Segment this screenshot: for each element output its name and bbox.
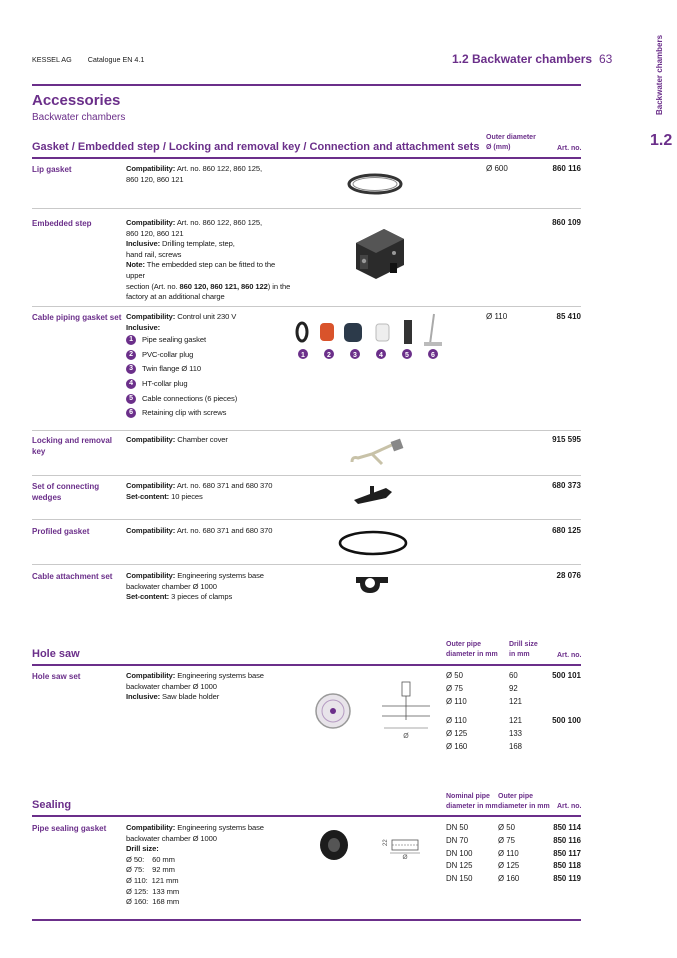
section-title-hole-saw: Hole saw bbox=[32, 648, 80, 660]
article-number: 860 109 bbox=[552, 218, 581, 227]
article-number: 28 076 bbox=[556, 571, 581, 580]
drill-size-values-group1 bbox=[509, 670, 522, 708]
cable-connection-part bbox=[404, 320, 412, 344]
outer-values bbox=[498, 822, 519, 886]
twin-flange-part bbox=[344, 323, 362, 342]
col-header-diameter bbox=[486, 133, 536, 153]
item-text: Cable connections (6 pieces) bbox=[142, 393, 238, 403]
image-badge: 2 bbox=[327, 352, 331, 359]
number-badge: 6 bbox=[126, 408, 136, 418]
section-title-sealing: Sealing bbox=[32, 799, 72, 811]
value: Ø 160 bbox=[498, 874, 520, 884]
outer-diameter: Ø 600 bbox=[486, 164, 508, 173]
product-name: Lip gasket bbox=[32, 165, 72, 174]
col-header-diameter-1: Outer diameter bbox=[486, 134, 536, 141]
value: Engineering systems base bbox=[175, 671, 264, 680]
pipe-sealing-gasket-image bbox=[318, 828, 350, 862]
item-text: Twin flange Ø 110 bbox=[142, 364, 201, 374]
article-number: 850 117 bbox=[553, 848, 581, 858]
col-header-art: Art. no. bbox=[557, 803, 582, 810]
gasket-part bbox=[297, 323, 307, 341]
list-item bbox=[126, 406, 291, 421]
article-number: 680 125 bbox=[552, 526, 581, 535]
value: factory at an additional charge bbox=[126, 292, 225, 302]
value: Ø 50: 60 mm bbox=[126, 854, 175, 864]
col-header-drill-size bbox=[509, 640, 538, 660]
value: 10 pieces bbox=[169, 491, 203, 501]
item-text: Retaining clip with screws bbox=[142, 408, 227, 418]
col-header-line: in mm bbox=[509, 651, 530, 658]
value: Control unit 230 V bbox=[175, 312, 237, 321]
value-bold: 860 120, 860 121, 860 122 bbox=[179, 281, 268, 291]
product-name: Set of connecting wedges bbox=[32, 482, 100, 502]
number-badge: 3 bbox=[126, 364, 136, 374]
value: Ø 110 bbox=[498, 848, 519, 858]
outer-pipe-values-group1 bbox=[446, 670, 467, 708]
value: Ø 160: 168 mm bbox=[126, 897, 180, 907]
product-name: Cable attachment set bbox=[32, 572, 113, 581]
pvc-plug-part bbox=[320, 323, 334, 341]
product-name: Profiled gasket bbox=[32, 527, 90, 536]
value: Art. no. 860 122, 860 125, bbox=[175, 164, 263, 173]
value: The embedded step can be fitted to the upper bbox=[126, 260, 276, 280]
list-item bbox=[126, 377, 291, 392]
value: Art. no. 680 371 and 680 370 bbox=[175, 481, 273, 490]
value: 92 bbox=[509, 683, 518, 693]
page-subtitle: Backwater chambers bbox=[32, 112, 126, 123]
col-header-nominal bbox=[446, 792, 498, 812]
article-number: 500 101 bbox=[552, 671, 581, 680]
label: Drill size: bbox=[126, 844, 159, 854]
value: DN 125 bbox=[446, 861, 473, 871]
label: Compatibility: bbox=[126, 435, 176, 444]
product-description bbox=[126, 312, 291, 421]
label: Compatibility: bbox=[126, 164, 176, 173]
article-number: 915 595 bbox=[552, 435, 581, 444]
col-header-line: Drill size bbox=[509, 641, 538, 648]
product-description bbox=[126, 481, 291, 502]
header-meta bbox=[32, 55, 158, 64]
label: Compatibility: bbox=[126, 218, 176, 227]
drill-size-values-group2 bbox=[509, 715, 522, 753]
value: Ø 110 bbox=[446, 716, 467, 725]
lip-gasket-image bbox=[346, 171, 404, 197]
profiled-gasket-image bbox=[336, 528, 410, 558]
value: Art. no. 680 371 and 680 370 bbox=[175, 526, 273, 535]
value: Ø 110 bbox=[446, 696, 467, 706]
value: Ø 75 bbox=[446, 683, 463, 693]
label: Compatibility: bbox=[126, 481, 176, 490]
number-badge: 2 bbox=[126, 350, 136, 360]
page-title: Accessories bbox=[32, 92, 121, 109]
product-description bbox=[126, 823, 291, 908]
image-badge: 1 bbox=[301, 352, 305, 359]
dimension-height: 22 bbox=[383, 839, 389, 846]
cable-gasket-set-image bbox=[292, 312, 448, 362]
item-text: PVC-collar plug bbox=[142, 349, 194, 359]
section3-rule bbox=[32, 815, 581, 817]
col-header-line: Outer pipe bbox=[498, 793, 534, 800]
col-header-line: diameter in mm bbox=[498, 803, 550, 810]
col-header-line: diameter in mm bbox=[446, 803, 498, 810]
product-description bbox=[126, 435, 291, 446]
product-name: Hole saw set bbox=[32, 672, 81, 681]
label: Compatibility: bbox=[126, 526, 176, 535]
value: Saw blade holder bbox=[160, 692, 220, 702]
embedded-step-image bbox=[350, 225, 410, 283]
col-header-art: Art. no. bbox=[557, 652, 582, 659]
article-number: 680 373 bbox=[552, 481, 581, 490]
row-divider bbox=[32, 208, 581, 209]
value: DN 150 bbox=[446, 874, 473, 884]
value: Engineering systems base bbox=[175, 823, 264, 832]
value: backwater chamber Ø 1000 bbox=[126, 581, 217, 591]
value: Ø 50 bbox=[446, 671, 463, 680]
label: Note: bbox=[126, 260, 145, 270]
label: Compatibility: bbox=[126, 571, 176, 580]
article-number: 500 100 bbox=[552, 716, 581, 725]
value: backwater chamber Ø 1000 bbox=[126, 833, 217, 843]
row-divider bbox=[32, 306, 581, 307]
col-header-art: Art. no. bbox=[557, 145, 582, 152]
value: Drilling template, step, bbox=[160, 239, 235, 249]
value: ) in the bbox=[267, 281, 291, 291]
value: 133 bbox=[509, 728, 523, 738]
value: 860 120, 860 121 bbox=[126, 174, 184, 184]
row-divider bbox=[32, 475, 581, 476]
list-item bbox=[126, 348, 291, 363]
col-header-outer-pipe bbox=[446, 640, 498, 660]
value: Ø 125 bbox=[446, 728, 468, 738]
label: Inclusive: bbox=[126, 239, 161, 249]
section1-rule bbox=[32, 157, 581, 159]
value: hand rail, screws bbox=[126, 249, 182, 259]
chapter-title: 1.2 Backwater chambers bbox=[452, 52, 593, 66]
number-badge: 1 bbox=[126, 335, 136, 345]
article-number: 850 114 bbox=[553, 823, 581, 832]
article-number: 85 410 bbox=[556, 312, 581, 321]
label: Compatibility: bbox=[126, 671, 176, 680]
clip-part bbox=[430, 314, 434, 344]
value: backwater chamber Ø 1000 bbox=[126, 681, 217, 691]
number-badge: 5 bbox=[126, 394, 136, 404]
outer-diameter: Ø 110 bbox=[486, 312, 508, 321]
list-item bbox=[126, 333, 291, 348]
article-number: 850 118 bbox=[553, 861, 581, 871]
value: 60 bbox=[509, 671, 518, 680]
image-badge: 5 bbox=[405, 352, 409, 359]
catalogue-label: Catalogue EN 4.1 bbox=[87, 55, 145, 64]
nominal-values bbox=[446, 822, 472, 886]
value: Ø 75: 92 mm bbox=[126, 865, 175, 875]
dimension-label: Ø bbox=[403, 733, 409, 740]
item-text: HT-collar plug bbox=[142, 378, 188, 388]
value: Ø 125 bbox=[498, 861, 520, 871]
row-divider bbox=[32, 564, 581, 565]
image-badge: 4 bbox=[379, 352, 383, 359]
list-item bbox=[126, 362, 291, 377]
value: 168 bbox=[509, 741, 523, 751]
value: Art. no. 860 122, 860 125, bbox=[175, 218, 263, 227]
value: Chamber cover bbox=[175, 435, 228, 444]
article-numbers bbox=[553, 822, 581, 886]
label: Compatibility: bbox=[126, 312, 176, 321]
product-description bbox=[126, 164, 291, 185]
col-header-diameter-2: Ø (mm) bbox=[486, 144, 511, 151]
col-header-line: diameter in mm bbox=[446, 651, 498, 658]
label: Inclusive: bbox=[126, 322, 161, 332]
product-name: Locking and removal key bbox=[32, 436, 113, 456]
product-name: Cable piping gasket set bbox=[32, 313, 122, 322]
header-rule bbox=[32, 84, 581, 86]
item-text: Pipe sealing gasket bbox=[142, 335, 206, 345]
label: Compatibility: bbox=[126, 823, 176, 832]
outer-pipe-values-group2 bbox=[446, 715, 467, 753]
product-description bbox=[126, 571, 291, 603]
value: Ø 50 bbox=[498, 823, 515, 832]
article-number: 860 116 bbox=[552, 164, 581, 173]
value: DN 50 bbox=[446, 823, 469, 832]
product-description bbox=[126, 671, 291, 703]
value: 121 bbox=[509, 716, 523, 725]
value: section (Art. no. bbox=[126, 281, 180, 291]
value: Ø 160 bbox=[446, 741, 468, 751]
dimension-diameter: Ø bbox=[402, 854, 408, 861]
product-name: Embedded step bbox=[32, 219, 92, 228]
product-description bbox=[126, 526, 291, 537]
value: 3 pieces of clamps bbox=[169, 592, 233, 602]
label: Set-content: bbox=[126, 592, 170, 602]
label: Set-content: bbox=[126, 491, 170, 501]
value: DN 70 bbox=[446, 835, 469, 845]
pipe-sealing-gasket-drawing bbox=[376, 836, 426, 862]
row-divider bbox=[32, 430, 581, 431]
value: 860 120, 860 121 bbox=[126, 228, 184, 238]
key-image bbox=[348, 436, 408, 468]
article-number: 850 119 bbox=[553, 874, 581, 884]
side-tab-label: Backwater chambers bbox=[655, 34, 664, 115]
hole-saw-drawing bbox=[380, 680, 432, 742]
number-badge: 4 bbox=[126, 379, 136, 389]
product-description bbox=[126, 218, 291, 303]
image-badge: 6 bbox=[431, 352, 435, 359]
hole-saw-image bbox=[314, 692, 352, 730]
section2-rule bbox=[32, 664, 581, 666]
value: Ø 75 bbox=[498, 835, 515, 845]
article-number: 850 116 bbox=[553, 835, 581, 845]
value: Ø 125: 133 mm bbox=[126, 886, 180, 896]
page-number: 63 bbox=[599, 52, 613, 66]
list-item bbox=[126, 392, 291, 407]
col-header-line: Nominal pipe bbox=[446, 793, 490, 800]
value: DN 100 bbox=[446, 848, 473, 858]
value: Ø 110: 121 mm bbox=[126, 875, 179, 885]
side-tab-number: 1.2 bbox=[650, 132, 673, 149]
cable-clamp-image bbox=[352, 571, 394, 597]
image-badge: 3 bbox=[353, 352, 357, 359]
footer-rule bbox=[32, 919, 581, 921]
row-divider bbox=[32, 519, 581, 520]
value: 121 bbox=[509, 696, 523, 706]
section-title-gaskets: Gasket / Embedded step / Locking and removal key / Connection and attachment sets bbox=[32, 141, 480, 153]
ht-plug-part bbox=[376, 324, 389, 341]
product-name: Pipe sealing gasket bbox=[32, 824, 107, 833]
label: Inclusive: bbox=[126, 692, 161, 702]
col-header-line: Outer pipe bbox=[446, 641, 482, 648]
value: Engineering systems base bbox=[175, 571, 264, 580]
col-header-outer-pipe bbox=[498, 792, 550, 812]
brand-name: KESSEL AG bbox=[32, 55, 72, 64]
wedge-image bbox=[352, 482, 394, 506]
